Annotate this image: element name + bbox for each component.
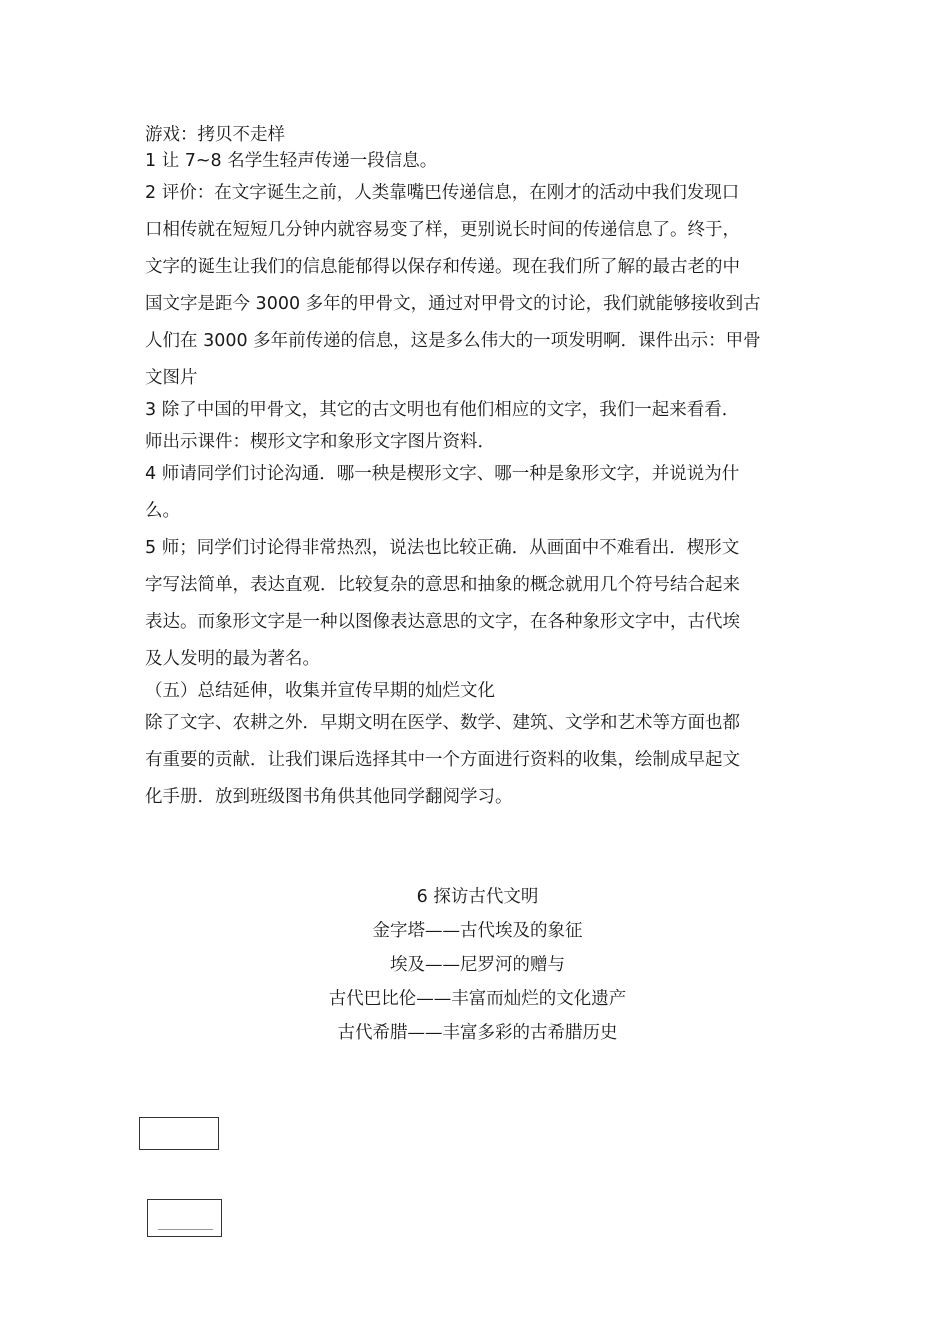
body-line-step2-e: 人们在 3000 多年前传递的信息，这是多么伟大的一项发明啊．课件出示：甲骨 xyxy=(145,331,761,351)
body-line-step1: 1 让 7~8 名学生轻声传递一段信息。 xyxy=(145,151,438,171)
outline-item-greece: 古代希腊——丰富多彩的古希腊历史 xyxy=(337,1023,618,1043)
board-outline xyxy=(145,880,810,1050)
outline-item-babylon: 古代巴比伦——丰富而灿烂的文化遗产 xyxy=(328,989,627,1009)
body-line-step2-f: 文图片 xyxy=(145,368,198,388)
empty-text-box xyxy=(139,1117,219,1150)
outline-title: 6 探访古代文明 xyxy=(416,887,539,907)
section-heading-summary: （五）总结延伸，收集并宣传早期的灿烂文化 xyxy=(145,681,495,701)
body-line-step2-b: 口相传就在短短几分钟内就容易变了样，更别说长时间的传递信息了。终于， xyxy=(145,220,740,240)
body-line-step4-b: 么。 xyxy=(145,501,180,521)
body-line-step4-a: 4 师请同学们讨论沟通．哪一秧是楔形文字、哪一种是象形文字，并说说为什 xyxy=(145,464,740,484)
body-line-summary-b: 有重要的贡献．让我们课后选择其中一个方面进行资料的收集，绘制成早起文 xyxy=(145,750,740,770)
body-line-step2-d: 国文字是距今 3000 多年的甲骨文，通过对甲骨文的讨论，我们就能够接收到古 xyxy=(145,294,761,314)
body-line-step5-b: 字写法简单，表达直观．比较复杂的意思和抽象的概念就用几个符号结合起来 xyxy=(145,575,740,595)
body-line-step3: 3 除了中国的甲骨文，其它的古文明也有他们相应的文字，我们一起来看看． xyxy=(145,400,740,420)
body-line-step5-a: 5 师；同学们讨论得非常热烈，说法也比较正确．从画面中不难看出．楔形文 xyxy=(145,538,740,558)
clipped-text-box xyxy=(147,1199,222,1237)
body-line-courseware: 师出示课件：楔形文字和象形文字图片资料． xyxy=(145,432,495,452)
body-line-step5-d: 及人发明的最为著名。 xyxy=(145,649,320,669)
body-line-summary-c: 化手册．放到班级图书角供其他同学翻阅学习。 xyxy=(145,787,513,807)
lesson-body xyxy=(145,122,810,810)
body-line-step2-a: 2 评价：在文字诞生之前，人类靠嘴巴传递信息，在刚才的活动中我们发现口 xyxy=(145,183,740,203)
clipped-text-fragment xyxy=(158,1229,213,1234)
body-line-step5-c: 表达。而象形文字是一种以图像表达意思的文字，在各种象形文字中，古代埃 xyxy=(145,612,740,632)
body-line-step2-c: 文字的诞生让我们的信息能郁得以保存和传递。现在我们所了解的最古老的中 xyxy=(145,257,740,277)
body-line-game: 游戏：拷贝不走样 xyxy=(145,125,285,145)
body-line-summary-a: 除了文字、农耕之外．早期文明在医学、数学、建筑、文学和艺术等方面也都 xyxy=(145,713,740,733)
outline-item-nile: 埃及——尼罗河的赠与 xyxy=(390,955,565,975)
outline-item-pyramid: 金字塔——古代埃及的象征 xyxy=(372,921,583,941)
